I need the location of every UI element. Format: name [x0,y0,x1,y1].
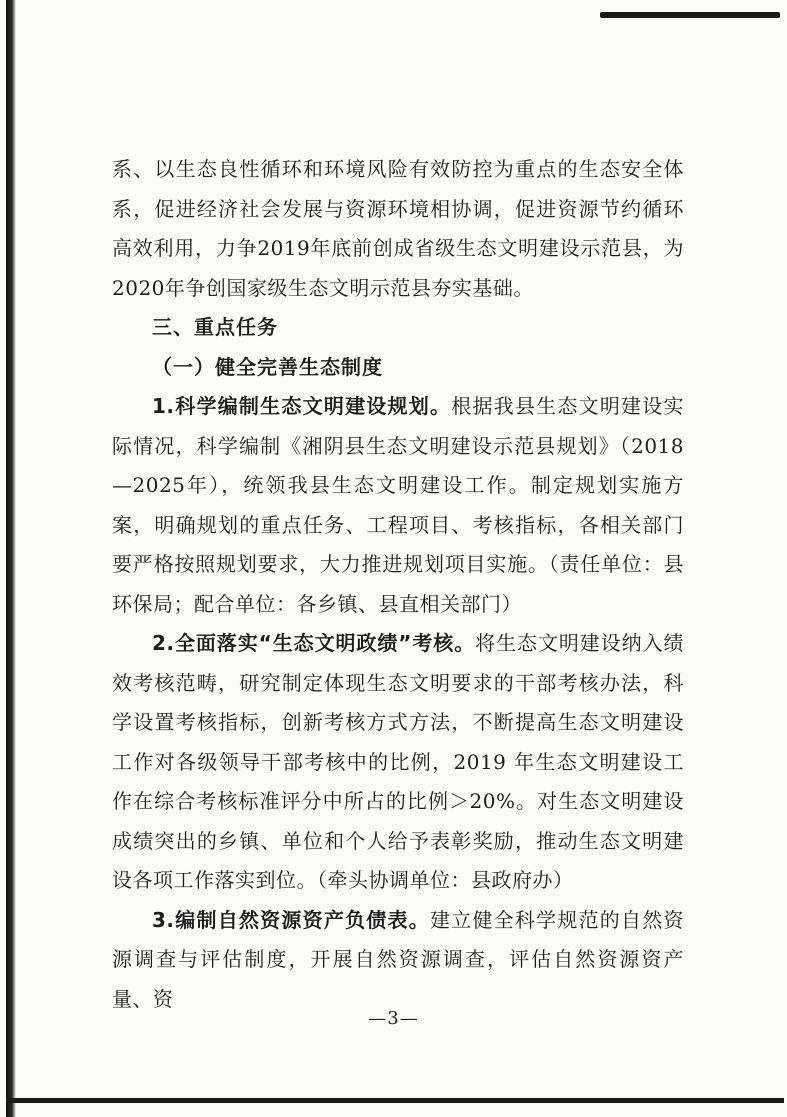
intro-paragraph: 系、以生态良性循环和环境风险有效防控为重点的生态安全体系，促进经济社会发展与资源环境相协调，促进资源节约循环高效利用，力争2019年底前创成省级生态文明建设示范县，为2020年争创国家级生态文明示范县夯实基础。 [112,157,684,300]
subsection-heading: （一）健全完善生态制度 [152,354,383,379]
scan-edge-left [6,0,16,1117]
item-3-title: 3.编制自然资源资产负债表。 [152,907,430,932]
item-3-body: 建立健全科学规范的自然资源调查与评估制度，开展自然资源调查，评估自然资源资产量、资 [112,907,684,1011]
item-1-body: 根据我县生态文明建设实际情况，科学编制《湘阴县生态文明建设示范县规划》（2018—2025年），统领我县生态文明建设工作。制定规划实施方案，明确规划的重点任务、工程项目、考核指标，各相关部门要严格按照规划要求，大力推进规划项目实施。（责任单位：县环保局；配合单位：各乡镇、县直相关部门） [112,394,685,616]
scan-edge-bottom [6,1098,784,1103]
item-3-paragraph [112,901,684,1020]
section-heading: 三、重点任务 [152,315,278,339]
item-1-title: 1.科学编制生态文明建设规划。 [152,394,452,418]
item-2-title: 2.全面落实“生态文明政绩”考核。 [152,631,476,655]
item-1-paragraph [112,387,684,624]
item-2-paragraph [112,624,684,901]
scan-edge-top [600,12,780,18]
item-2-body: 将生态文明建设纳入绩效考核范畴，研究制定体现生态文明要求的干部考核办法，科学设置考核指标，创新考核方式方法，不断提高生态文明建设工作对各级领导干部考核中的比例，2019 年生态文明建设工作在综合考核标准评分中所占的比例＞20%。对生态文明建设成绩突出的乡镇、单位和个人给予表彰奖励，推动生态文明建设各项工作落实到位。（牵头协调单位：县政府办） [112,631,685,892]
document-body [112,150,684,1019]
page-number: —3— [368,1008,419,1029]
